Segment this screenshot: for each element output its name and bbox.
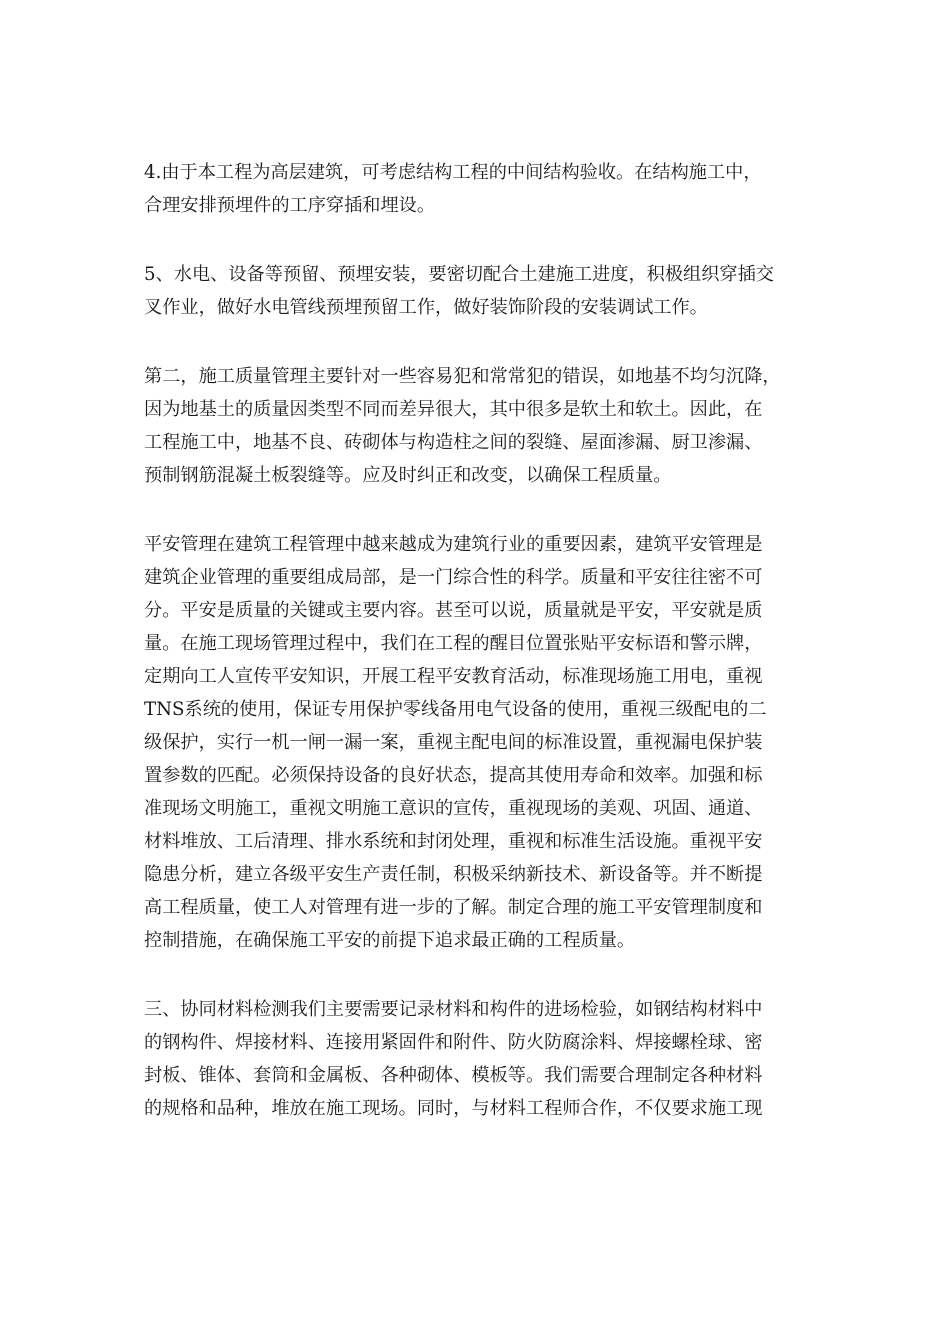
text-line: 三、协同材料检测我们主要需要记录材料和构件的进场检验，如钢结构材料中 bbox=[144, 999, 763, 1020]
paragraph-material-inspection bbox=[144, 993, 808, 1125]
text-line: 平安管理在建筑工程管理中越来越成为建筑行业的重要因素，建筑平安管理是 bbox=[144, 534, 763, 555]
text-line: 隐患分析，建立各级平安生产责任制，积极采纳新技术、新设备等。并不断提 bbox=[144, 864, 763, 885]
paragraph-safety-management bbox=[144, 528, 808, 957]
paragraph-quality-management bbox=[144, 360, 808, 492]
text-line: 级保护，实行一机一闸一漏一案，重视主配电间的标准设置，重视漏电保护装 bbox=[144, 732, 763, 753]
document-body bbox=[144, 156, 808, 1161]
text-line: 高工程质量，使工人对管理有进一步的了解。制定合理的施工平安管理制度和 bbox=[144, 897, 763, 918]
text-line: 叉作业，做好水电管线预埋预留工作，做好装饰阶段的安装调试工作。 bbox=[144, 297, 708, 318]
text-line: 的规格和品种，堆放在施工现场。同时，与材料工程师合作，不仅要求施工现 bbox=[144, 1098, 763, 1119]
text-line: 材料堆放、工后清理、排水系统和封闭处理，重视和标准生活设施。重视平安 bbox=[144, 831, 763, 852]
text-line: 建筑企业管理的重要组成局部，是一门综合性的科学。质量和平安往往密不可 bbox=[144, 567, 763, 588]
text-line: 定期向工人宣传平安知识，开展工程平安教育活动，标准现场施工用电，重视 bbox=[144, 666, 763, 687]
text-line: 封板、锥体、套筒和金属板、各种砌体、模板等。我们需要合理制定各种材料 bbox=[144, 1065, 763, 1086]
text-line: 预制钢筋混凝土板裂缝等。应及时纠正和改变，以确保工程质量。 bbox=[144, 465, 672, 486]
text-line: 准现场文明施工，重视文明施工意识的宣传，重视现场的美观、巩固、通道、 bbox=[144, 798, 763, 819]
text-line: 因为地基土的质量因类型不同而差异很大，其中很多是软土和软土。因此，在 bbox=[144, 399, 763, 420]
text-line: 控制措施，在确保施工平安的前提下追求最正确的工程质量。 bbox=[144, 930, 636, 951]
text-line: TNS系统的使用，保证专用保护零线备用电气设备的使用，重视三级配电的二 bbox=[144, 699, 767, 720]
text-line: 分。平安是质量的关键或主要内容。甚至可以说，质量就是平安，平安就是质 bbox=[144, 600, 763, 621]
text-line: 5、水电、设备等预留、预埋安装，要密切配合土建施工进度，积极组织穿插交 bbox=[144, 264, 774, 285]
text-line: 量。在施工现场管理过程中，我们在工程的醒目位置张贴平安标语和警示牌， bbox=[144, 633, 763, 654]
text-line: 的钢构件、焊接材料、连接用紧固件和附件、防火防腐涂料、焊接螺栓球、密 bbox=[144, 1032, 763, 1053]
text-line: 置参数的匹配。必须保持设备的良好状态，提高其使用寿命和效率。加强和标 bbox=[144, 765, 763, 786]
text-line: 合理安排预埋件的工序穿插和埋设。 bbox=[144, 195, 436, 216]
text-line: 第二，施工质量管理主要针对一些容易犯和常常犯的错误，如地基不均匀沉降， bbox=[144, 366, 781, 387]
paragraph-item-5 bbox=[144, 258, 808, 324]
paragraph-item-4 bbox=[144, 156, 808, 222]
text-line: 4.由于本工程为高层建筑，可考虑结构工程的中间结构验收。在结构施工中， bbox=[144, 162, 762, 183]
text-line: 工程施工中，地基不良、砖砌体与构造柱之间的裂缝、屋面渗漏、厨卫渗漏、 bbox=[144, 432, 763, 453]
